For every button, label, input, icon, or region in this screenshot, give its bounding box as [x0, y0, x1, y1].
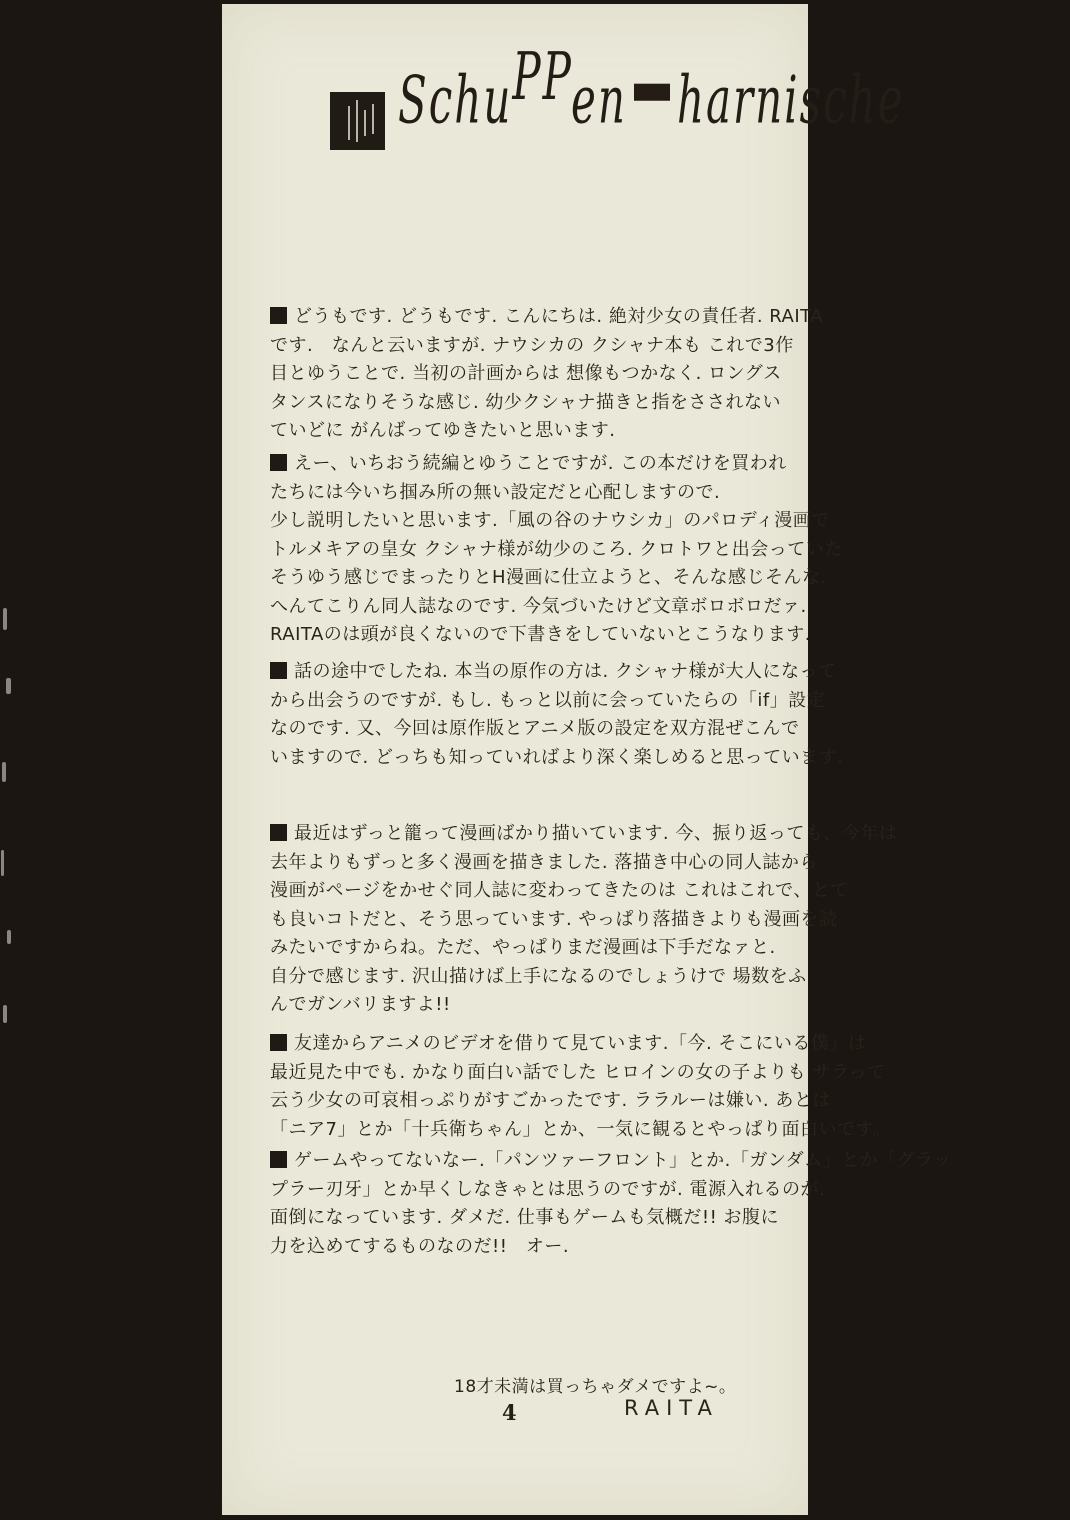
paragraph-4 — [270, 820, 898, 1020]
binding-mark — [1, 850, 4, 876]
text: えー、いちおう続編とゆうことですが. この本だけを買われ — [294, 453, 787, 474]
text: ゲームやってないなー.「パンツァーフロント」とか.「ガンダム」とか「グラッ — [294, 1150, 952, 1171]
bullet-square-icon — [270, 824, 287, 841]
age-notice: 18才未満は買っちゃダメですよ~。 — [454, 1377, 737, 1397]
text-line: ていどに がんばってゆきたいと思います. — [270, 420, 616, 441]
page-number: 4 — [502, 1400, 517, 1425]
text-line — [270, 820, 898, 849]
title-part-raised: PP — [512, 38, 572, 115]
text-line: プラー刃牙」とか早くしなきゃとは思うのですが. 電源入れるのが. — [270, 1178, 826, 1200]
text: 友達からアニメのビデオを借りて見ています.「今. そこにいる僕」は — [294, 1033, 867, 1054]
title-part: en — [571, 62, 627, 138]
text-line: 最近見た中でも. かなり面白い話でした ヒロインの女の子よりも サラって — [270, 1061, 886, 1083]
text-line: そうゆう感じでまったりとH漫画に仕立ようと、そんな感じそんな. — [270, 567, 827, 588]
paragraph-2 — [270, 450, 843, 650]
binding-mark — [6, 678, 11, 694]
title-dash — [634, 84, 670, 101]
text-line: 去年よりもずっと多く漫画を描きました. 落描き中心の同人誌から — [270, 851, 818, 873]
text-line — [270, 1147, 952, 1176]
text-line: 力を込めてするものなのだ!! オー. — [270, 1235, 570, 1257]
text-line — [270, 658, 837, 687]
text-line — [270, 450, 787, 479]
author-signature: RAITA — [624, 1396, 719, 1420]
title-part: Schu — [398, 62, 513, 138]
text-line: 漫画がページをかせぐ同人誌に変わってきたのは これはこれで、とて — [270, 880, 849, 901]
bullet-square-icon — [270, 307, 287, 324]
text-line: トルメキアの皇女 クシャナ様が幼少のころ. クロトワと出会っていた — [270, 538, 843, 560]
text-line: 自分で感じます. 沢山描けば上手になるのでしょうけで 場数をふ — [270, 965, 807, 987]
binding-mark — [3, 608, 7, 630]
paragraph-5 — [270, 1030, 892, 1144]
bullet-square-icon — [270, 1151, 287, 1168]
title-part: harnische — [676, 62, 905, 138]
text-line: へんてこりん同人誌なのです. 今気づいたけど文章ボロボロだァ. — [270, 595, 807, 617]
text: 最近はずっと籠って漫画ばかり描いています. 今、振り返っても、今年は — [294, 823, 898, 844]
text-line: も良いコトだと、そう思っています. やっぱり落描きよりも漫画を読 — [270, 908, 838, 930]
binding-mark — [3, 1005, 7, 1023]
paragraph-6 — [270, 1147, 952, 1261]
text-line: みたいですからね。ただ、やっぱりまだ漫画は下手だなァと. — [270, 937, 776, 958]
text-line: たちには今いち掴み所の無い設定だと心配しますので. — [270, 481, 721, 503]
text-line: なのです. 又、今回は原作版とアニメ版の設定を双方混ぜこんで — [270, 718, 800, 739]
logo-scratch — [356, 100, 358, 142]
bullet-square-icon — [270, 454, 287, 471]
logo-scratch — [364, 110, 366, 136]
page-title — [398, 38, 905, 138]
logo-scratch — [372, 104, 374, 134]
logo-scratch — [348, 106, 350, 140]
text-line: から出会うのですが. もし. もっと以前に会っていたらの「if」設定 — [270, 689, 826, 711]
binding-mark — [7, 930, 11, 944]
text-line: 云う少女の可哀相っぷりがすごかったです. ララルーは嫌い. あとは — [270, 1090, 831, 1111]
text-line: んでガンバリますよ!! — [270, 994, 451, 1015]
text-line: 面倒になっています. ダメだ. 仕事もゲームも気概だ!! お腹に — [270, 1207, 780, 1228]
text-line — [270, 1030, 867, 1059]
text-line — [270, 303, 824, 332]
text-line: タンスになりそうな感じ. 幼少クシャナ描きと指をさされない — [270, 391, 782, 413]
text-line: RAITAのは頭が良くないので下書きをしていないとこうなります. — [270, 624, 812, 645]
bullet-square-icon — [270, 662, 287, 679]
text-line: いますので. どっちも知っていればより深く楽しめると思っています. — [270, 746, 844, 768]
binding-marks — [0, 0, 24, 1520]
text-line: 「ニア7」とか「十兵衛ちゃん」とか、一気に観るとやっぱり面白いです。 — [270, 1118, 892, 1140]
paper-page — [222, 4, 952, 1515]
text: どうもです. どうもです. こんにちは. 絶対少女の責任者. RAITA — [294, 306, 824, 327]
text-line: 少し説明したいと思います.「風の谷のナウシカ」のパロディ漫画で — [270, 510, 830, 531]
text-line: 目とゆうことで. 当初の計画からは 想像もつかなく. ロングス — [270, 363, 782, 384]
text-line: です. なんと云いますが. ナウシカの クシャナ本も これで3作 — [270, 334, 794, 356]
binding-mark — [2, 762, 6, 782]
paragraph-3 — [270, 658, 844, 772]
bullet-square-icon — [270, 1034, 287, 1051]
paragraph-1 — [270, 303, 824, 446]
black-square-logo — [330, 92, 385, 150]
text: 話の途中でしたね. 本当の原作の方は. クシャナ様が大人になって — [294, 661, 837, 682]
